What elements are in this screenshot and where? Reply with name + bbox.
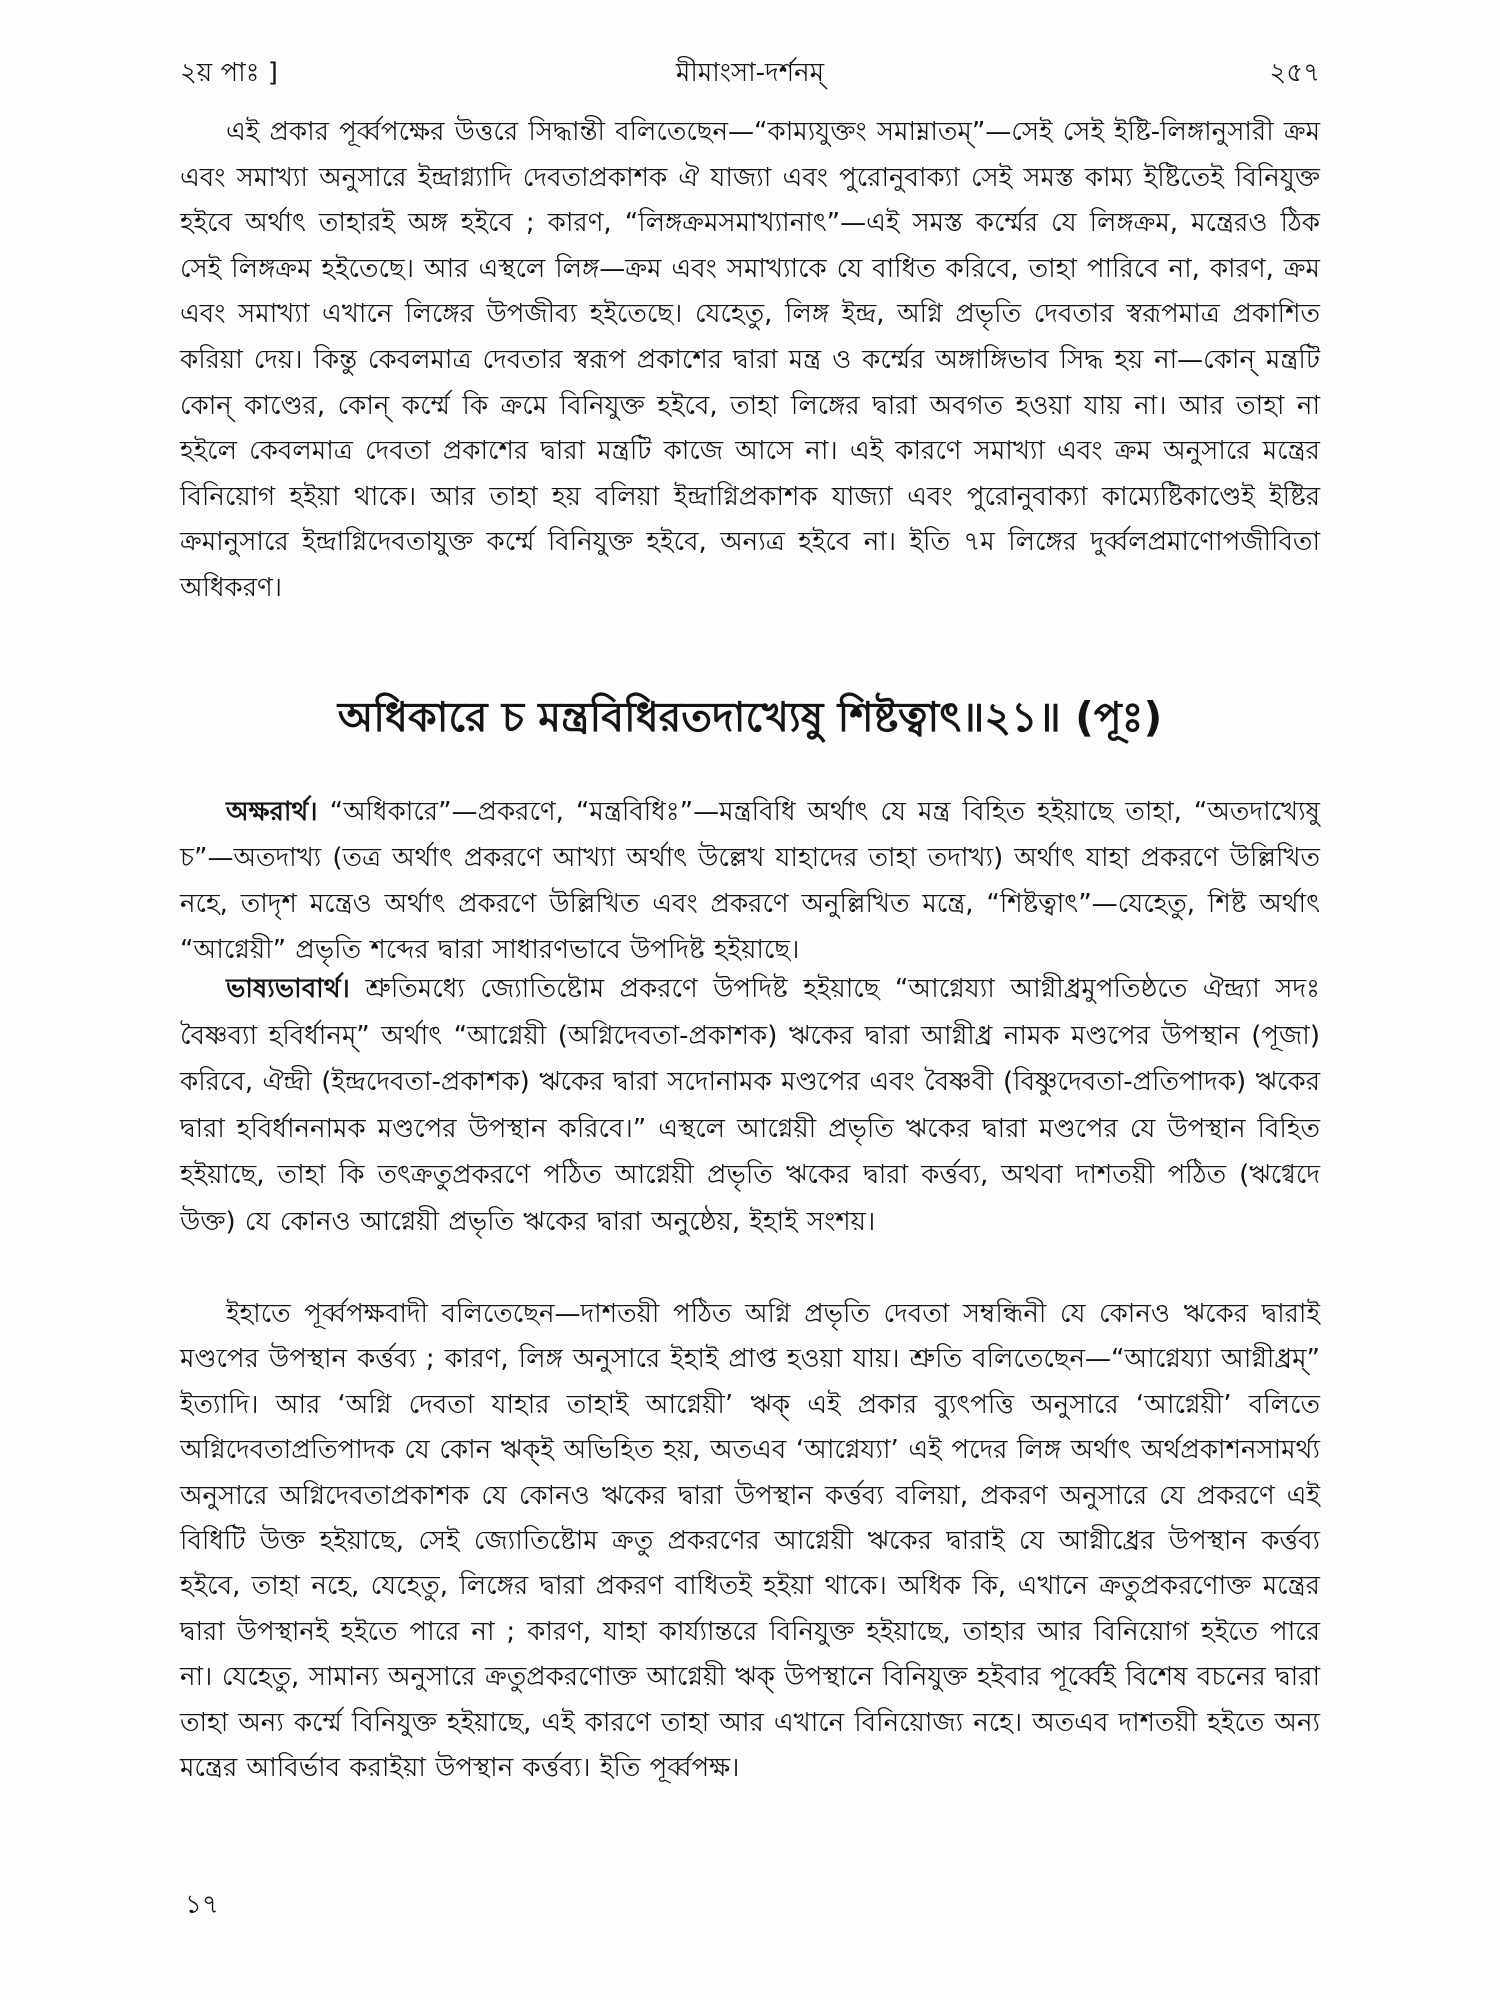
running-header <box>180 48 1320 98</box>
header-book-title: মীমাংসা-দর্শনম্ <box>675 58 825 88</box>
paragraph-purvapaksha: ইহাতে পূর্ব্বপক্ষবাদী বলিতেছেন—দাশতয়ী পঠিত অগ্নি প্রভৃতি দেবতা সম্বন্ধিনী যে কোনও ঋকের দ্বারাই মণ্ডপের উপস্থান কর্ত্তব্য ; কারণ, লিঙ্গ অনুসারে ইহাই প্রাপ্ত হওয়া যায়। শ্রুতি বলিতেছেন—“আগ্নেয্যা আগ্নীধ্রম্” ইত্যাদি। আর ‘অগ্নি দেবতা যাহার তাহাই আগ্নেয়ী’ ঋক্ এই প্রকার ব্যুৎপত্তি অনুসারে ‘আগ্নেয়ী’ বলিতে অগ্নিদেবতাপ্রতিপাদক যে কোন ঋক্ই অভিহিত হয়, অতএব ‘আগ্নেয্যা’ এই পদের লিঙ্গ অর্থাৎ অর্থপ্রকাশনসামর্থ্য অনুসারে অগ্নিদেবতাপ্রকাশক যে কোনও ঋকের দ্বারা উপস্থান কর্ত্তব্য বলিয়া, প্রকরণ অনুসারে যে প্রকরণে এই বিধিটি উক্ত হইয়াছে, সেই জ্যোতিষ্টোম ক্রতু প্রকরণের আগ্নেয়ী ঋকের দ্বারাই যে আগ্নীধ্রের উপস্থান কর্ত্তব্য হইবে, তাহা নহে, যেহেতু, লিঙ্গের দ্বারা প্রকরণ বাধিতই হইয়া থাকে। অধিক কি, এখানে ক্রতুপ্রকরণোক্ত মন্ত্রের দ্বারা উপস্থানই হইতে পারে না ; কারণ, যাহা কার্য্যান্তরে বিনিযুক্ত হইয়াছে, তাহার আর বিনিয়োগ হইতে পারে না। যেহেতু, সামান্য অনুসারে ক্রতুপ্রকরণোক্ত আগ্নেয়ী ঋক্ উপস্থানে বিনিযুক্ত হইবার পূর্ব্বেই বিশেষ বচনের দ্বারা তাহা অন্য কর্ম্মে বিনিযুক্ত হইয়াছে, এই কারণে তাহা আর এখানে বিনিয়োজ্য নহে। অতএব দাশতয়ী হইতে অন্য মন্ত্রের আবির্ভাব করাইয়া উপস্থান কর্ত্তব্য। ইতি পূর্ব্বপক্ষ। <box>180 1299 1320 1784</box>
signature-mark: ১৭ <box>185 1890 219 1920</box>
aksharartha-text: “অধিকারে”—প্রকরণে, “মন্ত্রবিধিঃ”—মন্ত্রবিধি অর্থাৎ যে মন্ত্র বিহিত হইয়াছে তাহা, “অতদাখ্যেষু চ”—অতদাখ্য (তত্র অর্থাৎ প্রকরণে আখ্যা অর্থাৎ উল্লেখ যাহাদের তাহা তদাখ্য) অর্থাৎ যাহা প্রকরণে উল্লিখিত নহে, তাদৃশ মন্ত্রেও অর্থাৎ প্রকরণে উল্লিখিত এবং প্রকরণে অনুল্লিখিত মন্ত্রে, “শিষ্টত্বাৎ”—যেহেতু, শিষ্ট অর্থাৎ “আগ্নেয়ী” প্রভৃতি শব্দের দ্বারা সাধারণভাবে উপদিষ্ট হইয়াছে। <box>180 797 1320 965</box>
aksharartha-label: অক্ষরার্থ। <box>226 797 318 827</box>
bhashya-label: ভাষ্যভাবার্থ। <box>226 974 350 1004</box>
header-section-label: ২য় পাঃ ] <box>180 58 278 88</box>
paragraph-bhashya <box>180 966 1320 1245</box>
header-page-number: ২৫৭ <box>1269 58 1320 88</box>
bhashya-text: শ্রুতিমধ্যে জ্যোতিষ্টোম প্রকরণে উপদিষ্ট হইয়াছে “আগ্নেয্যা আগ্নীধ্রমুপতিষ্ঠতে ঐন্দ্র্যা সদঃ বৈষ্ণব্যা হবির্ধানম্” অর্থাৎ “আগ্নেয়ী (অগ্নিদেবতা-প্রকাশক) ঋকের দ্বারা আগ্নীধ্র নামক মণ্ডপের উপস্থান (পূজা) করিবে, ঐন্দ্রী (ইন্দ্রদেবতা-প্রকাশক) ঋকের দ্বারা সদোনামক মণ্ডপের এবং বৈষ্ণবী (বিষ্ণুদেবতা-প্রতিপাদক) ঋকের দ্বারা হবির্ধাননামক মণ্ডপের উপস্থান করিবে।” এস্থলে আগ্নেয়ী প্রভৃতি ঋকের দ্বারা মণ্ডপের যে উপস্থান বিহিত হইয়াছে, তাহা কি তৎক্রতুপ্রকরণে পঠিত আগ্নেয়ী প্রভৃতি ঋকের দ্বারা কর্ত্তব্য, অথবা দাশতয়ী পঠিত (ঋগ্বেদে উক্ত) যে কোনও আগ্নেয়ী প্রভৃতি ঋকের দ্বারা অনুষ্ঠেয়, ইহাই সংশয়। <box>180 974 1320 1237</box>
sutra-heading: অধিকারে চ মন্ত্রবিধিরতদাখ্যেষু শিষ্টত্বাৎ॥২১॥ (পূঃ) <box>337 693 1163 741</box>
paragraph-aksharartha <box>180 789 1320 973</box>
paragraph-siddhanta: এই প্রকার পূর্ব্বপক্ষের উত্তরে সিদ্ধান্তী বলিতেছেন—“কাম্যযুক্তং সমাম্নাতম্”—সেই সেই ইষ্টি-লিঙ্গানুসারী ক্রম এবং সমাখ্যা অনুসারে ইন্দ্রাগ্ন্যাদি দেবতাপ্রকাশক ঐ যাজ্যা এবং পুরোনুবাক্যা সেই সমস্ত কাম্য ইষ্টিতেই বিনিযুক্ত হইবে অর্থাৎ তাহারই অঙ্গ হইবে ; কারণ, “লিঙ্গক্রমসমাখ্যানাৎ”—এই সমস্ত কর্ম্মের যে লিঙ্গক্রম, মন্ত্রেরও ঠিক সেই লিঙ্গক্রম হইতেছে। আর এস্থলে লিঙ্গ—ক্রম এবং সমাখ্যাকে যে বাধিত করিবে, তাহা পারিবে না, কারণ, ক্রম এবং সমাখ্যা এখানে লিঙ্গের উপজীব্য হইতেছে। যেহেতু, লিঙ্গ ইন্দ্র, অগ্নি প্রভৃতি দেবতার স্বরূপমাত্র প্রকাশিত করিয়া দেয়। কিন্তু কেবলমাত্র দেবতার স্বরূপ প্রকাশের দ্বারা মন্ত্র ও কর্ম্মের অঙ্গাঙ্গিভাব সিদ্ধ হয় না—কোন্ মন্ত্রটি কোন্ কাণ্ডের, কোন্ কর্ম্মে কি ক্রমে বিনিযুক্ত হইবে, তাহা লিঙ্গের দ্বারা অবগত হওয়া যায় না। আর তাহা না হইলে কেবলমাত্র দেবতা প্রকাশের দ্বারা মন্ত্রটি কাজে আসে না। এই কারণে সমাখ্যা এবং ক্রম অনুসারে মন্ত্রের বিনিয়োগ হইয়া থাকে। আর তাহা হয় বলিয়া ইন্দ্রাগ্নিপ্রকাশক যাজ্যা এবং পুরোনুবাক্যা কাম্যেষ্টিকাণ্ডেই ইষ্টির ক্রমানুসারে ইন্দ্রাগ্নিদেবতাযুক্ত কর্ম্মে বিনিযুক্ত হইবে, অন্যত্র হইবে না। ইতি ৭ম লিঙ্গের দুর্ব্বলপ্রমাণোপজীবিতা অধিকরণ। <box>180 117 1320 603</box>
